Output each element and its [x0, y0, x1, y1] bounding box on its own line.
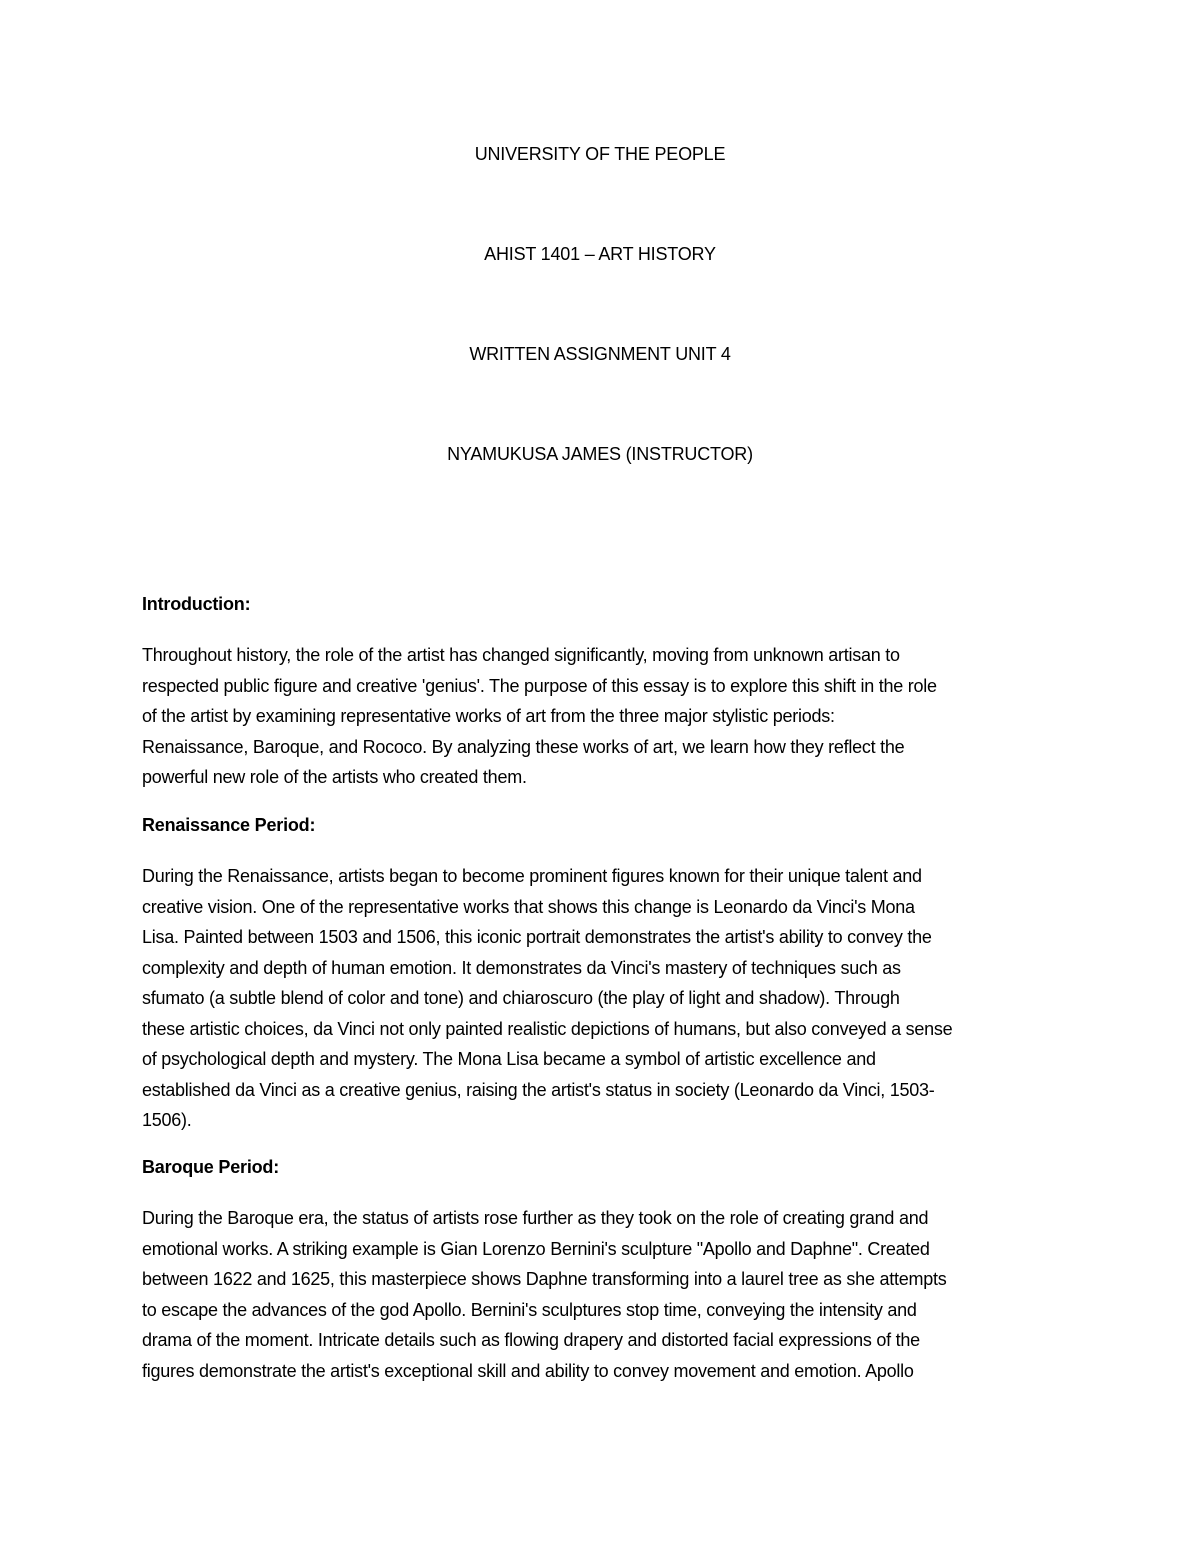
paragraph-line: sfumato (a subtle blend of color and tone) and chiaroscuro (the play of light and shadow). Through — [142, 988, 900, 1008]
paragraph-line: powerful new role of the artists who created them. — [142, 767, 527, 787]
paragraph-line: of psychological depth and mystery. The Mona Lisa became a symbol of artistic excellence and — [142, 1049, 876, 1069]
paragraph-line: 1506). — [142, 1110, 192, 1130]
paragraph-line: creative vision. One of the representative works that shows this change is Leonardo da Vinci's Mona — [142, 896, 915, 917]
paragraph-line: of the artist by examining representative works of art from the three major stylistic periods: — [142, 706, 835, 726]
paragraph-line: these artistic choices, da Vinci not only painted realistic depictions of humans, but also conveyed a sense — [142, 1018, 953, 1039]
paragraph-line: Lisa. Painted between 1503 and 1506, this iconic portrait demonstrates the artist's ability to convey the — [142, 927, 932, 947]
paragraph-line: Renaissance, Baroque, and Rococo. By analyzing these works of art, we learn how they reflect the — [142, 736, 905, 757]
university-title: UNIVERSITY OF THE PEOPLE — [474, 144, 726, 164]
paragraph-line: During the Baroque era, the status of artists rose further as they took on the role of creating grand and — [142, 1208, 929, 1228]
paragraph-line: complexity and depth of human emotion. It demonstrates da Vinci's mastery of techniques such as — [142, 957, 901, 978]
instructor-line: NYAMUKUSA JAMES (INSTRUCTOR) — [447, 444, 753, 464]
assignment-title: WRITTEN ASSIGNMENT UNIT 4 — [469, 344, 731, 364]
paragraph-line: During the Renaissance, artists began to become prominent figures known for their unique talent and — [142, 866, 922, 886]
paragraph-line: respected public figure and creative 'genius'. The purpose of this essay is to explore this shift in the role — [142, 675, 937, 696]
paragraph-line: between 1622 and 1625, this masterpiece shows Daphne transforming into a laurel tree as she attempts — [142, 1269, 947, 1289]
paragraph-line: emotional works. A striking example is Gian Lorenzo Bernini's sculpture "Apollo and Daphne". Created — [142, 1238, 930, 1259]
introduction-heading: Introduction: — [142, 594, 251, 614]
paragraph-line: figures demonstrate the artist's exceptional skill and ability to convey movement and emotion. Apollo — [142, 1360, 914, 1381]
course-title: AHIST 1401 – ART HISTORY — [484, 244, 716, 264]
renaissance-paragraph — [142, 861, 1062, 1136]
paragraph-line: established da Vinci as a creative genius, raising the artist's status in society (Leonardo da Vinci, 1503- — [142, 1079, 935, 1100]
baroque-paragraph — [142, 1203, 1062, 1386]
introduction-paragraph — [142, 640, 1062, 793]
paragraph-line: drama of the moment. Intricate details such as flowing drapery and distorted facial expressions of the — [142, 1330, 920, 1350]
paragraph-line: to escape the advances of the god Apollo. Bernini's sculptures stop time, conveying the intensity and — [142, 1299, 917, 1320]
baroque-heading: Baroque Period: — [142, 1157, 280, 1177]
renaissance-heading: Renaissance Period: — [142, 815, 316, 835]
paragraph-line: Throughout history, the role of the artist has changed significantly, moving from unknown artisan to — [142, 645, 900, 665]
